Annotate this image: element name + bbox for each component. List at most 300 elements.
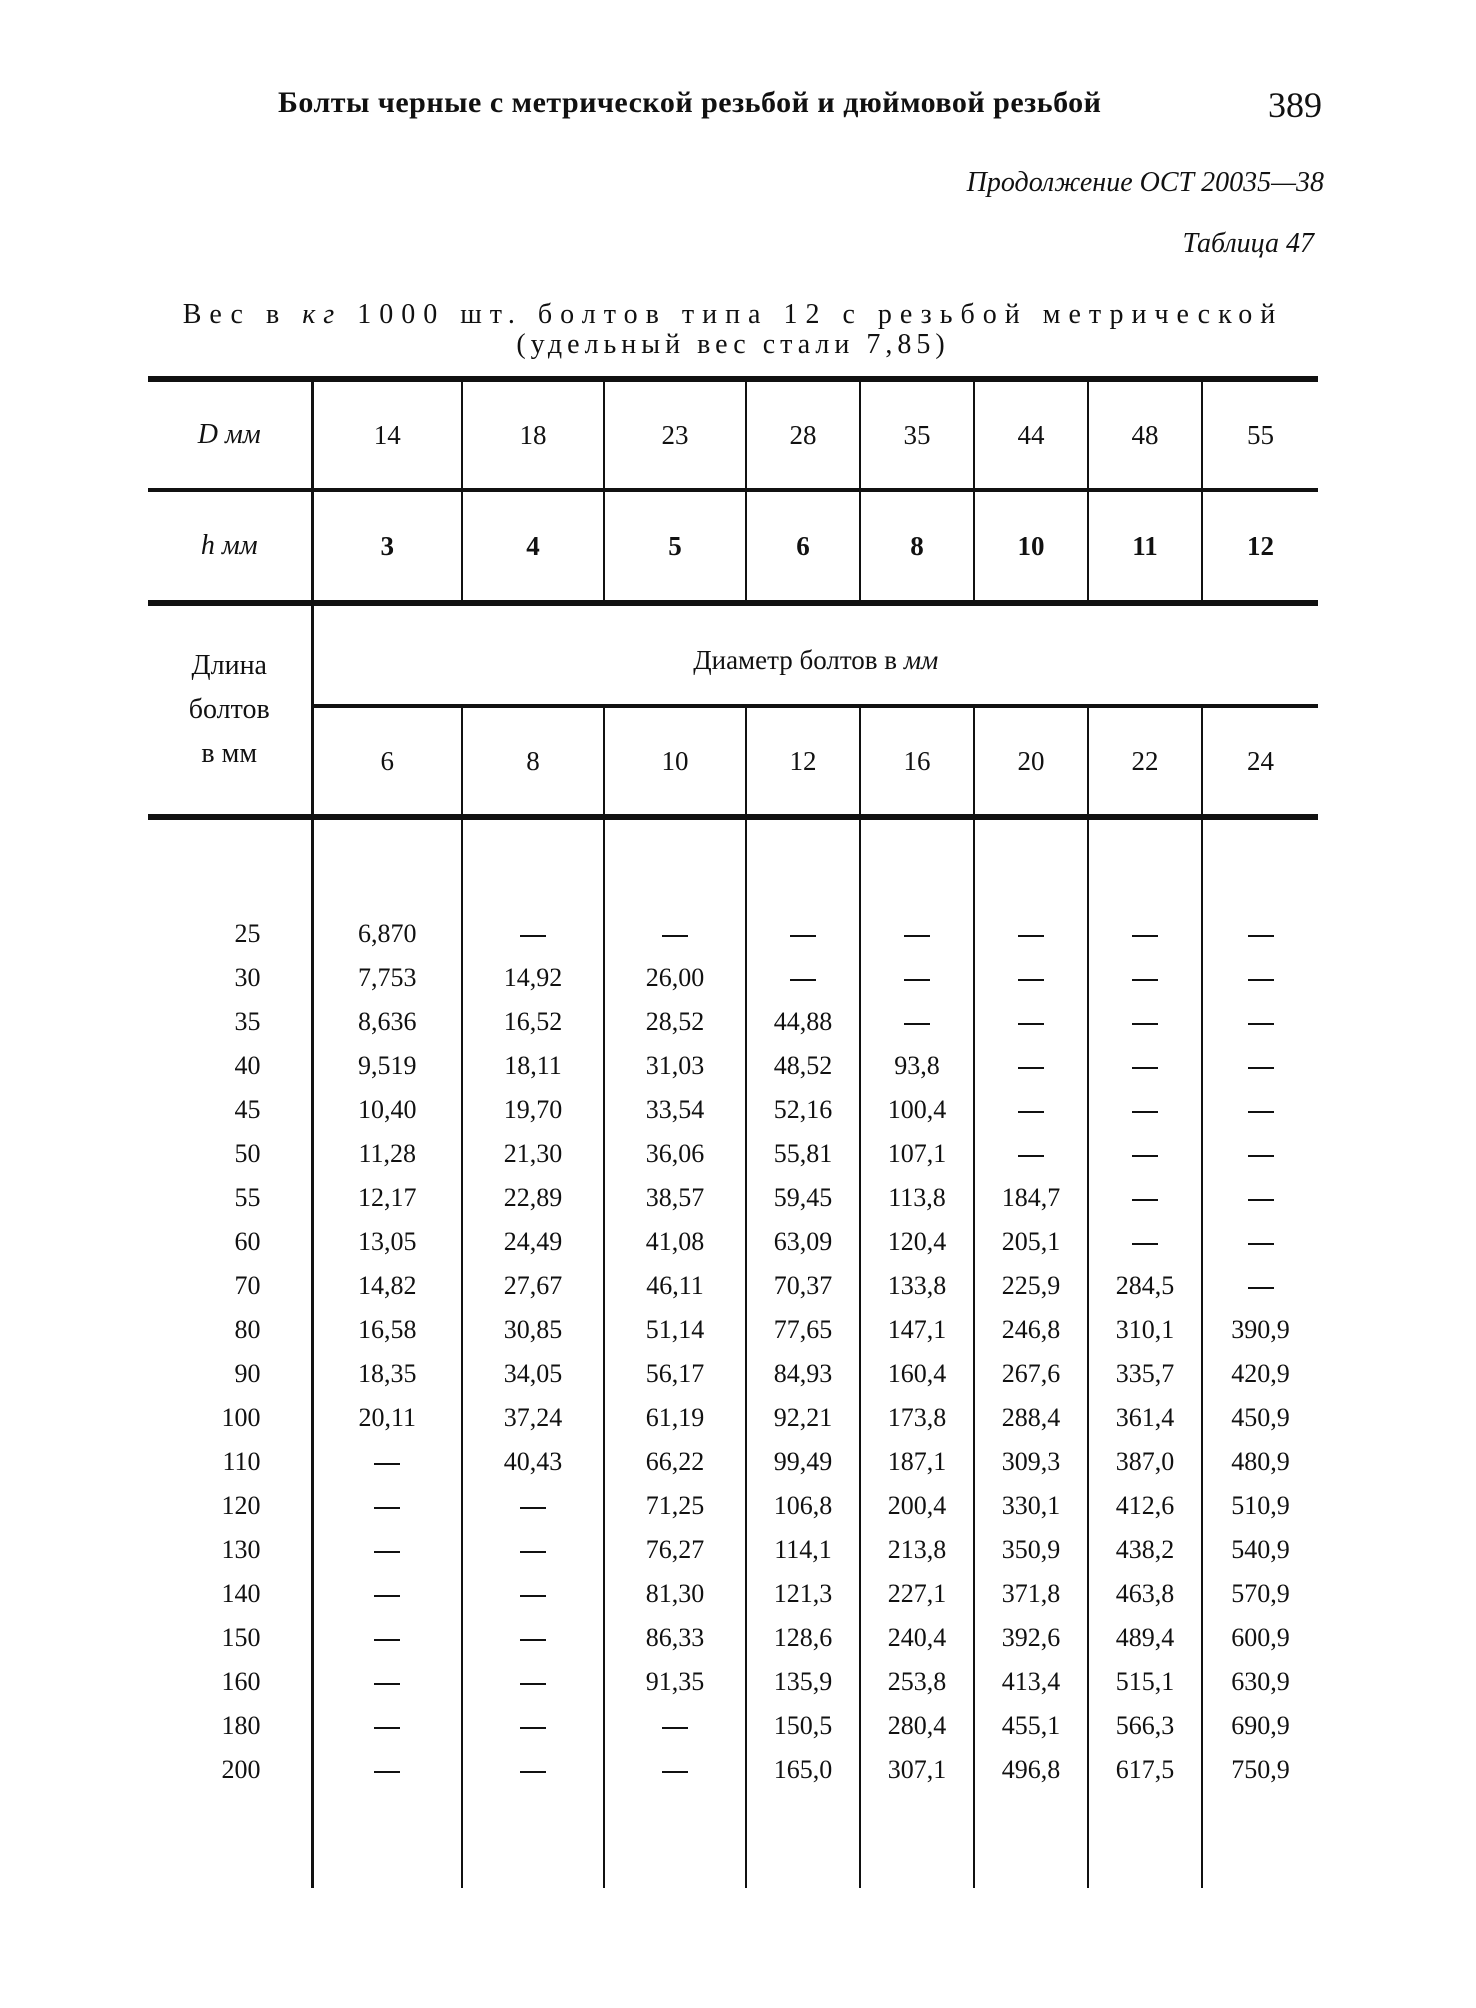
dash-mark: [1018, 1067, 1044, 1069]
diameter-4: 16: [860, 706, 974, 817]
table-row: [148, 1704, 1318, 1748]
weight-cell: [1202, 912, 1318, 956]
weight-cell: 38,57: [604, 1176, 746, 1220]
weight-cell: 330,1: [974, 1484, 1088, 1528]
dash-mark: [1132, 979, 1158, 981]
dash-mark: [1248, 935, 1274, 937]
dash-mark: [520, 1507, 546, 1509]
weight-cell: [312, 817, 462, 912]
table-row: [148, 1176, 1318, 1220]
weight-cell: 135,9: [746, 1660, 860, 1704]
footer-row: [148, 1792, 1318, 1888]
weight-cell: 463,8: [1088, 1572, 1202, 1616]
weight-cell: 59,45: [746, 1176, 860, 1220]
dash-mark: [790, 935, 816, 937]
length-value: 60: [148, 1220, 312, 1264]
length-value: 70: [148, 1264, 312, 1308]
table-row: [148, 1088, 1318, 1132]
weight-cell: [462, 817, 604, 912]
d-value-3: 28: [746, 379, 860, 490]
weight-cell: [1088, 1132, 1202, 1176]
length-value: 80: [148, 1308, 312, 1352]
weight-cell: [974, 1792, 1088, 1888]
dash-mark: [1132, 1155, 1158, 1157]
dash-mark: [1018, 1155, 1044, 1157]
weight-cell: [462, 1660, 604, 1704]
table-row: [148, 1352, 1318, 1396]
dash-mark: [662, 1727, 688, 1729]
weight-cell: 387,0: [1088, 1440, 1202, 1484]
weight-cell: 630,9: [1231, 1667, 1290, 1696]
weight-cell: [462, 1748, 604, 1792]
dash-mark: [1018, 1023, 1044, 1025]
h-value-1: 4: [462, 490, 604, 603]
weight-cell: 350,9: [974, 1528, 1088, 1572]
table-row: [148, 1572, 1318, 1616]
weight-cell: [604, 817, 746, 912]
weight-cell: 7,753: [312, 956, 462, 1000]
table-row: [148, 912, 1318, 956]
weight-cell: 55,81: [746, 1132, 860, 1176]
weight-cell: 690,9: [1231, 1711, 1290, 1740]
weight-cell: 412,6: [1088, 1484, 1202, 1528]
weight-cell: 570,9: [1231, 1579, 1290, 1608]
dash-mark: [1132, 1023, 1158, 1025]
weight-cell: [1088, 912, 1202, 956]
weight-cell: 160,4: [860, 1352, 974, 1396]
h-value-7: 12: [1202, 490, 1318, 603]
dash-mark: [374, 1683, 400, 1685]
weight-cell: [312, 1660, 462, 1704]
length-value: [148, 817, 312, 912]
weight-cell: 147,1: [860, 1308, 974, 1352]
dash-mark: [520, 1771, 546, 1773]
diameter-6: 22: [1088, 706, 1202, 817]
weight-cell: 113,8: [860, 1176, 974, 1220]
weight-cell: [1202, 1176, 1318, 1220]
length-value: 110: [148, 1440, 312, 1484]
dash-mark: [520, 935, 546, 937]
weight-cell: [312, 1440, 462, 1484]
weight-cell: 19,70: [462, 1088, 604, 1132]
weight-cell: 617,5: [1088, 1748, 1202, 1792]
weight-cell: 284,5: [1088, 1264, 1202, 1308]
weight-cell: 18,35: [312, 1352, 462, 1396]
weight-cell: 81,30: [604, 1572, 746, 1616]
weight-cell: 92,21: [746, 1396, 860, 1440]
dash-mark: [790, 979, 816, 981]
weight-cell: 187,1: [860, 1440, 974, 1484]
weight-cell: [860, 956, 974, 1000]
dash-mark: [1248, 979, 1274, 981]
h-value-4: 8: [860, 490, 974, 603]
length-value: 40: [148, 1044, 312, 1088]
table-row: [148, 1396, 1318, 1440]
weight-cell: 36,06: [604, 1132, 746, 1176]
weight-cell: 6,870: [312, 912, 462, 956]
weight-cell: 438,2: [1088, 1528, 1202, 1572]
dash-mark: [1018, 1111, 1044, 1113]
weight-cell: 100,4: [860, 1088, 974, 1132]
weight-cell: 600,9: [1231, 1623, 1290, 1652]
weight-cell: 225,9: [974, 1264, 1088, 1308]
weight-cell: [462, 912, 604, 956]
weight-cell: [974, 956, 1088, 1000]
d-value-0: 14: [312, 379, 462, 490]
spacer-row: [148, 817, 1318, 912]
diameter-2: 10: [604, 706, 746, 817]
weight-cell: 93,8: [860, 1044, 974, 1088]
table-row: [148, 1616, 1318, 1660]
dash-mark: [904, 1023, 930, 1025]
weight-cell: 66,22: [604, 1440, 746, 1484]
dash-mark: [374, 1463, 400, 1465]
h-value-0: 3: [312, 490, 462, 603]
dash-mark: [520, 1595, 546, 1597]
diameter-heading: Диаметр болтов в мм: [312, 603, 1318, 706]
table-row: [148, 1132, 1318, 1176]
weight-cell: 515,1: [1088, 1660, 1202, 1704]
weight-cell: 227,1: [860, 1572, 974, 1616]
weight-cell: 200,4: [860, 1484, 974, 1528]
weight-cell: 489,4: [1088, 1616, 1202, 1660]
bolt-weight-table: [148, 376, 1318, 1888]
dash-mark: [520, 1727, 546, 1729]
weight-cell: [1202, 956, 1318, 1000]
dash-mark: [1132, 1243, 1158, 1245]
weight-cell: [860, 817, 974, 912]
weight-cell: 22,89: [462, 1176, 604, 1220]
dash-mark: [1018, 935, 1044, 937]
table-row: [148, 1000, 1318, 1044]
caption-line-1: Вес в кг 1000 шт. болтов типа 12 с резьбой метрической: [182, 299, 1284, 330]
dash-mark: [1248, 1199, 1274, 1201]
weight-cell: 335,7: [1088, 1352, 1202, 1396]
weight-cell: 205,1: [974, 1220, 1088, 1264]
weight-cell: 18,11: [462, 1044, 604, 1088]
dash-mark: [1132, 1067, 1158, 1069]
weight-cell: [1202, 1220, 1318, 1264]
weight-cell: 390,9: [1231, 1315, 1290, 1344]
h-row: [148, 490, 1318, 603]
weight-cell: 310,1: [1088, 1308, 1202, 1352]
weight-cell: 31,03: [604, 1044, 746, 1088]
weight-cell: 30,85: [462, 1308, 604, 1352]
dash-mark: [1132, 935, 1158, 937]
weight-cell: [1088, 1000, 1202, 1044]
dash-mark: [1018, 979, 1044, 981]
weight-cell: 128,6: [746, 1616, 860, 1660]
weight-cell: 13,05: [312, 1220, 462, 1264]
weight-cell: [604, 1704, 746, 1748]
weight-cell: 420,9: [1231, 1359, 1290, 1388]
length-value: 160: [148, 1660, 312, 1704]
weight-cell: [462, 1704, 604, 1748]
weight-cell: [462, 1484, 604, 1528]
weight-cell: [746, 912, 860, 956]
dash-mark: [904, 979, 930, 981]
diameter-5: 20: [974, 706, 1088, 817]
weight-cell: 133,8: [860, 1264, 974, 1308]
weight-cell: 150,5: [746, 1704, 860, 1748]
weight-cell: [312, 1792, 462, 1888]
weight-cell: [1088, 817, 1202, 912]
weight-cell: 11,28: [312, 1132, 462, 1176]
weight-cell: [1088, 1176, 1202, 1220]
table-label: Таблица 47: [1182, 228, 1314, 259]
d-value-5: 44: [974, 379, 1088, 490]
h-value-3: 6: [746, 490, 860, 603]
weight-cell: [462, 1528, 604, 1572]
weight-cell: [1202, 1264, 1318, 1308]
weight-cell: 14,82: [312, 1264, 462, 1308]
weight-cell: [746, 1792, 860, 1888]
weight-cell: [1202, 1000, 1318, 1044]
length-value: 25: [148, 912, 312, 956]
weight-cell: 480,9: [1231, 1447, 1290, 1476]
weight-cell: [1202, 817, 1318, 912]
dash-mark: [1248, 1111, 1274, 1113]
weight-cell: [974, 1000, 1088, 1044]
weight-cell: [312, 1484, 462, 1528]
weight-cell: 114,1: [746, 1528, 860, 1572]
weight-cell: [312, 1528, 462, 1572]
table-caption: [148, 300, 1318, 360]
weight-cell: [1088, 1220, 1202, 1264]
weight-cell: 496,8: [974, 1748, 1088, 1792]
weight-cell: 566,3: [1088, 1704, 1202, 1748]
weight-cell: 165,0: [746, 1748, 860, 1792]
length-value: 180: [148, 1704, 312, 1748]
weight-cell: [312, 1704, 462, 1748]
d-value-1: 18: [462, 379, 604, 490]
weight-cell: 240,4: [860, 1616, 974, 1660]
dash-mark: [520, 1683, 546, 1685]
weight-cell: 21,30: [462, 1132, 604, 1176]
weight-cell: 455,1: [974, 1704, 1088, 1748]
weight-cell: [974, 1088, 1088, 1132]
table-row: [148, 1484, 1318, 1528]
weight-cell: [312, 1748, 462, 1792]
weight-cell: [974, 1132, 1088, 1176]
weight-cell: 413,4: [974, 1660, 1088, 1704]
dash-mark: [520, 1639, 546, 1641]
weight-cell: [312, 1616, 462, 1660]
table-row: [148, 1748, 1318, 1792]
dash-mark: [904, 935, 930, 937]
weight-cell: 48,52: [746, 1044, 860, 1088]
length-value: [148, 1792, 312, 1888]
weight-cell: 371,8: [974, 1572, 1088, 1616]
weight-cell: 16,52: [462, 1000, 604, 1044]
weight-cell: [746, 817, 860, 912]
length-value: 50: [148, 1132, 312, 1176]
weight-cell: [860, 912, 974, 956]
dash-mark: [374, 1595, 400, 1597]
h-value-5: 10: [974, 490, 1088, 603]
weight-cell: 16,58: [312, 1308, 462, 1352]
weight-cell: 14,92: [462, 956, 604, 1000]
length-value: 140: [148, 1572, 312, 1616]
caption-line-2: (удельный вес стали 7,85): [516, 329, 950, 360]
weight-cell: 26,00: [604, 956, 746, 1000]
length-value: 90: [148, 1352, 312, 1396]
dash-mark: [520, 1551, 546, 1553]
dash-mark: [374, 1551, 400, 1553]
weight-cell: 51,14: [604, 1308, 746, 1352]
weight-cell: 28,52: [604, 1000, 746, 1044]
length-label-line-2: болтов: [188, 694, 270, 725]
dash-mark: [1248, 1287, 1274, 1289]
dash-mark: [374, 1771, 400, 1773]
weight-cell: 52,16: [746, 1088, 860, 1132]
weight-cell: 246,8: [974, 1308, 1088, 1352]
weight-cell: 46,11: [604, 1264, 746, 1308]
weight-cell: 540,9: [1231, 1535, 1290, 1564]
diameter-0: 6: [312, 706, 462, 817]
weight-cell: [462, 1792, 604, 1888]
weight-cell: 20,11: [312, 1396, 462, 1440]
dash-mark: [1248, 1243, 1274, 1245]
diameter-1: 8: [462, 706, 604, 817]
h-label: h мм: [148, 490, 312, 603]
weight-cell: 510,9: [1231, 1491, 1290, 1520]
weight-cell: 173,8: [860, 1396, 974, 1440]
h-value-2: 5: [604, 490, 746, 603]
dash-mark: [1248, 1067, 1274, 1069]
weight-cell: 10,40: [312, 1088, 462, 1132]
weight-cell: [974, 912, 1088, 956]
weight-cell: 56,17: [604, 1352, 746, 1396]
length-value: 35: [148, 1000, 312, 1044]
weight-cell: [312, 1572, 462, 1616]
weight-cell: [1088, 1088, 1202, 1132]
weight-cell: [1088, 956, 1202, 1000]
length-label-line-3: в мм: [201, 738, 258, 769]
weight-cell: 184,7: [974, 1176, 1088, 1220]
length-label-line-1: Длина: [191, 650, 267, 681]
weight-cell: 40,43: [462, 1440, 604, 1484]
weight-cell: 61,19: [604, 1396, 746, 1440]
table-row: [148, 1528, 1318, 1572]
d-label: D мм: [148, 379, 312, 490]
table-row: [148, 1044, 1318, 1088]
weight-cell: 24,49: [462, 1220, 604, 1264]
length-value: 100: [148, 1396, 312, 1440]
weight-cell: [604, 1748, 746, 1792]
diameter-heading-row: [148, 603, 1318, 706]
weight-cell: [860, 1792, 974, 1888]
weight-cell: 120,4: [860, 1220, 974, 1264]
weight-cell: 213,8: [860, 1528, 974, 1572]
dash-mark: [1248, 1023, 1274, 1025]
weight-cell: 450,9: [1231, 1403, 1290, 1432]
weight-cell: [462, 1572, 604, 1616]
weight-cell: 253,8: [860, 1660, 974, 1704]
length-value: 200: [148, 1748, 312, 1792]
dash-mark: [662, 1771, 688, 1773]
length-value: 45: [148, 1088, 312, 1132]
continuation-note: Продолжение ОСТ 20035—38: [966, 167, 1324, 198]
page-number: 389: [1268, 85, 1322, 125]
weight-cell: 280,4: [860, 1704, 974, 1748]
weight-cell: [1202, 1088, 1318, 1132]
length-value: 120: [148, 1484, 312, 1528]
weight-cell: 309,3: [974, 1440, 1088, 1484]
diameter-7: 24: [1202, 706, 1318, 817]
weight-cell: [462, 1616, 604, 1660]
table-row: [148, 1308, 1318, 1352]
d-value-2: 23: [604, 379, 746, 490]
dash-mark: [1132, 1199, 1158, 1201]
diameter-row: [148, 706, 1318, 817]
weight-cell: 37,24: [462, 1396, 604, 1440]
weight-cell: 267,6: [974, 1352, 1088, 1396]
weight-cell: 71,25: [604, 1484, 746, 1528]
weight-cell: [974, 817, 1088, 912]
weight-cell: 121,3: [746, 1572, 860, 1616]
weight-cell: [860, 1000, 974, 1044]
d-value-7: 55: [1202, 379, 1318, 490]
weight-cell: 307,1: [860, 1748, 974, 1792]
weight-cell: 107,1: [860, 1132, 974, 1176]
weight-cell: [604, 912, 746, 956]
weight-cell: 106,8: [746, 1484, 860, 1528]
length-label: [148, 603, 312, 817]
weight-cell: [1202, 1792, 1318, 1888]
weight-cell: 76,27: [604, 1528, 746, 1572]
weight-cell: 9,519: [312, 1044, 462, 1088]
weight-cell: 33,54: [604, 1088, 746, 1132]
weight-cell: 12,17: [312, 1176, 462, 1220]
weight-cell: [1202, 1044, 1318, 1088]
weight-cell: 27,67: [462, 1264, 604, 1308]
weight-cell: [1088, 1792, 1202, 1888]
d-row: [148, 379, 1318, 490]
weight-cell: 63,09: [746, 1220, 860, 1264]
d-value-4: 35: [860, 379, 974, 490]
dash-mark: [374, 1639, 400, 1641]
weight-cell: 34,05: [462, 1352, 604, 1396]
weight-cell: 86,33: [604, 1616, 746, 1660]
dash-mark: [1132, 1111, 1158, 1113]
weight-cell: 91,35: [604, 1660, 746, 1704]
table-row: [148, 1440, 1318, 1484]
weight-cell: [604, 1792, 746, 1888]
table-row: [148, 1264, 1318, 1308]
weight-cell: 41,08: [604, 1220, 746, 1264]
length-value: 130: [148, 1528, 312, 1572]
dash-mark: [374, 1727, 400, 1729]
dash-mark: [374, 1507, 400, 1509]
table-row: [148, 956, 1318, 1000]
h-value-6: 11: [1088, 490, 1202, 603]
length-value: 150: [148, 1616, 312, 1660]
weight-cell: 99,49: [746, 1440, 860, 1484]
dash-mark: [662, 935, 688, 937]
weight-cell: [974, 1044, 1088, 1088]
weight-cell: [1088, 1044, 1202, 1088]
weight-cell: 77,65: [746, 1308, 860, 1352]
d-value-6: 48: [1088, 379, 1202, 490]
weight-cell: 288,4: [974, 1396, 1088, 1440]
diameter-3: 12: [746, 706, 860, 817]
weight-cell: 750,9: [1231, 1755, 1290, 1784]
weight-cell: 84,93: [746, 1352, 860, 1396]
length-value: 30: [148, 956, 312, 1000]
weight-cell: [1202, 1132, 1318, 1176]
weight-cell: 8,636: [312, 1000, 462, 1044]
